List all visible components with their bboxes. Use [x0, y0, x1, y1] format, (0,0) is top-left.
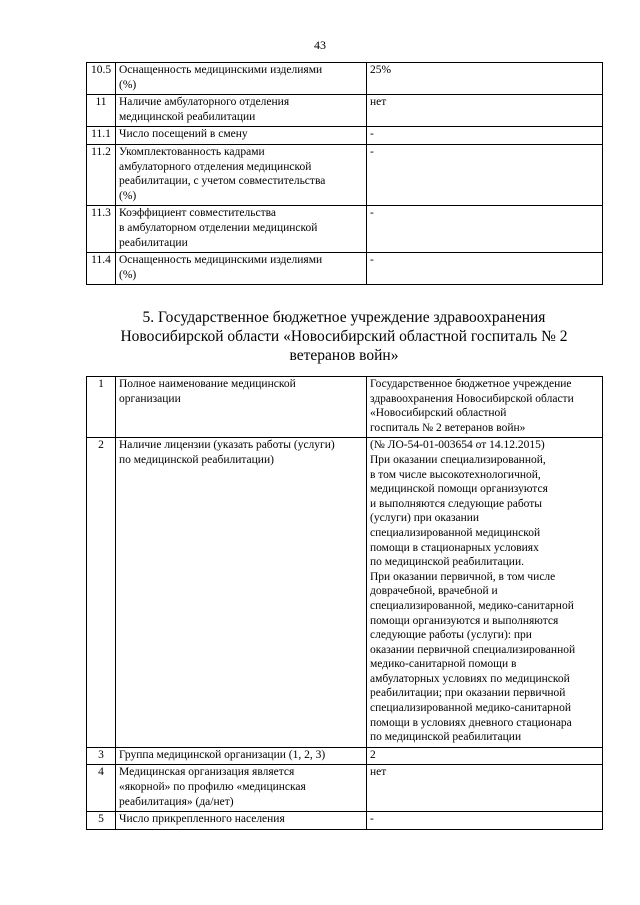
cell-line: реабилитации; при оказании первичной: [370, 687, 566, 700]
indicator-value: [367, 765, 603, 812]
cell-line: Полное наименование медицинской: [119, 378, 296, 390]
cell-line: в амбулаторном отделении медицинской: [119, 221, 318, 234]
table-row: [87, 144, 603, 205]
cell-line: в том числе высокотехнологичной,: [370, 468, 541, 481]
row-number: 1: [87, 377, 116, 438]
cell-line: (№ ЛО-54-01-003654 от 14.12.2015): [370, 439, 545, 452]
cell-line: -: [370, 207, 374, 220]
organization-table: [86, 376, 603, 830]
indicator-value: [367, 95, 603, 127]
row-number: 5: [87, 812, 116, 830]
table-row: [87, 377, 603, 438]
indicator-value: [367, 63, 603, 95]
section-title-line: 5. Государственное бюджетное учреждение здравоохранения: [142, 309, 546, 326]
indicator-value: [367, 438, 603, 747]
indicator-label: [116, 127, 367, 145]
row-number: 11: [87, 95, 116, 127]
table-row: [87, 206, 603, 253]
row-number: 11.3: [87, 206, 116, 253]
row-number: 4: [87, 765, 116, 812]
cell-line: по медицинской реабилитации: [370, 731, 522, 744]
cell-line: по медицинской реабилитации): [119, 453, 274, 466]
cell-line: (%): [119, 268, 137, 281]
table-row: [87, 127, 603, 145]
indicator-label: [116, 63, 367, 95]
indicator-label: [116, 812, 367, 830]
cell-line: по медицинской реабилитации.: [370, 556, 524, 569]
cell-line: Оснащенность медицинскими изделиями: [119, 64, 323, 76]
row-number: 10.5: [87, 63, 116, 95]
cell-line: следующие работы (услуги): при: [370, 629, 532, 642]
cell-line: «якорной» по профилю «медицинская: [119, 781, 306, 794]
cell-line: Число прикрепленного населения: [119, 813, 285, 826]
cell-line: реабилитации: [119, 236, 188, 249]
cell-line: амбулаторного отделения медицинской: [119, 160, 312, 173]
table-row: [87, 438, 603, 747]
cell-line: помощи в стационарных условиях: [370, 541, 539, 554]
cell-line: реабилитации, с учетом совместительства: [119, 175, 326, 188]
cell-line: нет: [370, 766, 387, 779]
indicator-label: [116, 765, 367, 812]
section-title: [86, 308, 602, 365]
cell-line: (%): [119, 189, 137, 202]
cell-line: Коэффициент совместительства: [119, 207, 276, 220]
cell-line: и выполняются следующие работы: [370, 497, 543, 510]
cell-line: реабилитация» (да/нет): [119, 795, 234, 808]
cell-line: оказании первичной специализированной: [370, 643, 576, 656]
cell-line: Число посещений в смену: [119, 128, 248, 141]
indicator-label: [116, 438, 367, 747]
indicator-label: [116, 253, 367, 285]
table-row: [87, 747, 603, 765]
cell-line: 2: [370, 748, 376, 761]
indicator-value: [367, 812, 603, 830]
indicator-label: [116, 206, 367, 253]
cell-line: Наличие амбулаторного отделения: [119, 96, 290, 109]
cell-line: специализированной, медико-санитарной: [370, 599, 574, 612]
table-top-body: [87, 63, 603, 285]
indicator-value: [367, 377, 603, 438]
cell-line: медико-санитарной помощи в: [370, 658, 517, 671]
cell-line: 25%: [370, 64, 392, 76]
cell-line: организации: [119, 392, 181, 405]
cell-line: Группа медицинской организации (1, 2, 3): [119, 748, 326, 761]
cell-line: медицинской реабилитации: [119, 110, 256, 123]
indicator-label: [116, 747, 367, 765]
row-number: 2: [87, 438, 116, 747]
table-row: [87, 812, 603, 830]
cell-line: Медицинская организация является: [119, 766, 295, 779]
cell-line: нет: [370, 96, 387, 109]
section-title-line: Новосибирской области «Новосибирский областной госпиталь № 2: [120, 328, 568, 345]
page-number: 43: [314, 38, 326, 52]
cell-line: помощи в условиях дневного стационара: [370, 716, 572, 729]
indicator-value: [367, 253, 603, 285]
row-number: 11.1: [87, 127, 116, 145]
indicators-table-top: [86, 62, 603, 285]
cell-line: помощи организуются и выполняются: [370, 614, 559, 627]
indicator-label: [116, 95, 367, 127]
indicator-value: [367, 747, 603, 765]
cell-line: При оказании первичной, в том числе: [370, 570, 556, 583]
section-title-line: ветеранов войн»: [289, 347, 399, 364]
cell-line: амбулаторных условиях по медицинской: [370, 672, 570, 685]
cell-line: специализированной медико-санитарной: [370, 702, 571, 715]
table-row: [87, 253, 603, 285]
cell-line: госпиталь № 2 ветеранов войн»: [370, 421, 526, 434]
row-number: 11.4: [87, 253, 116, 285]
indicator-label: [116, 144, 367, 205]
cell-line: -: [370, 813, 374, 826]
cell-line: Оснащенность медицинскими изделиями: [119, 254, 323, 267]
table-bottom-body: [87, 377, 603, 830]
indicator-value: [367, 127, 603, 145]
table-row: [87, 765, 603, 812]
cell-line: Государственное бюджетное учреждение: [370, 378, 572, 390]
table-row: [87, 95, 603, 127]
row-number: 11.2: [87, 144, 116, 205]
cell-line: -: [370, 254, 374, 267]
cell-line: Наличие лицензии (указать работы (услуги): [119, 439, 335, 452]
indicator-label: [116, 377, 367, 438]
cell-line: (услуги) при оказании: [370, 512, 480, 525]
cell-line: Укомплектованность кадрами: [119, 145, 265, 158]
cell-line: здравоохранения Новосибирской области: [370, 392, 574, 405]
cell-line: При оказании специализированной,: [370, 453, 546, 466]
cell-line: -: [370, 128, 374, 141]
cell-line: специализированной медицинской: [370, 526, 541, 539]
table-row: [87, 63, 603, 95]
cell-line: «Новосибирский областной: [370, 407, 507, 420]
indicator-value: [367, 144, 603, 205]
cell-line: -: [370, 145, 374, 158]
indicator-value: [367, 206, 603, 253]
cell-line: доврачебной, врачебной и: [370, 585, 498, 598]
cell-line: (%): [119, 78, 137, 91]
cell-line: медицинской помощи организуются: [370, 483, 548, 496]
row-number: 3: [87, 747, 116, 765]
